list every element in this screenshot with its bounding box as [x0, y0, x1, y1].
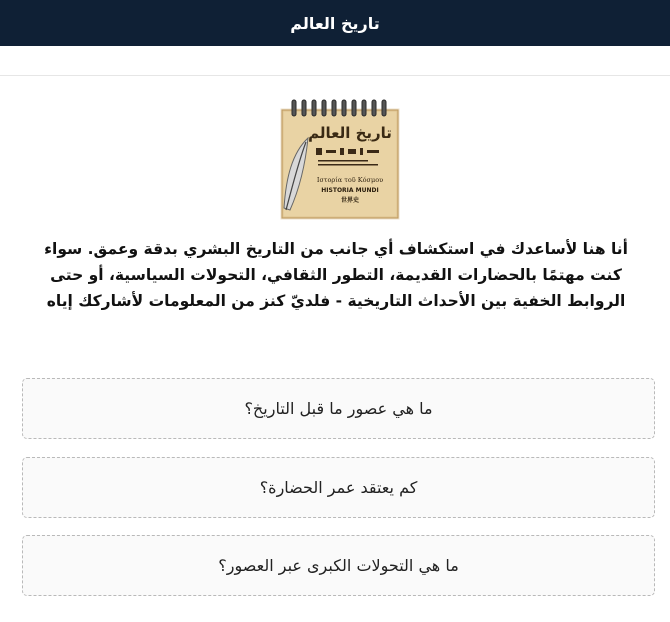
history-notebook-logo	[278, 98, 402, 220]
header-divider	[0, 46, 670, 76]
logo-japanese: 世界史	[340, 197, 360, 204]
suggestion-button-civilization-age[interactable]	[22, 457, 655, 518]
suggestion-button-major-transitions[interactable]	[22, 535, 655, 596]
suggestion-button-prehistory[interactable]	[22, 378, 655, 439]
logo-greek: Ιστορία τοῦ Κόσμου	[316, 176, 384, 184]
app-header	[0, 0, 670, 46]
suggestion-label: ما هي عصور ما قبل التاريخ؟	[244, 399, 433, 418]
intro-message: أنا هنا لأساعدك في استكشاف أي جانب من التاريخ البشري بدقة وعمق. سواء كنت مهتمًا بالحضارات القديمة، التطور الثقافي، التحولات السياسية، أو حتى الروابط الخفية بين الأحداث التاريخية - فلديّ كنز من المعلومات لأشاركك إياه	[44, 240, 628, 310]
logo-title: تاريخ العالم	[308, 124, 392, 142]
app-title: تاريخ العالم	[290, 13, 380, 33]
notebook-logo-icon	[278, 98, 402, 220]
logo-latin: HISTORIA MUNDI	[321, 187, 379, 194]
suggestion-label: كم يعتقد عمر الحضارة؟	[259, 478, 418, 497]
suggestion-label: ما هي التحولات الكبرى عبر العصور؟	[218, 556, 459, 575]
